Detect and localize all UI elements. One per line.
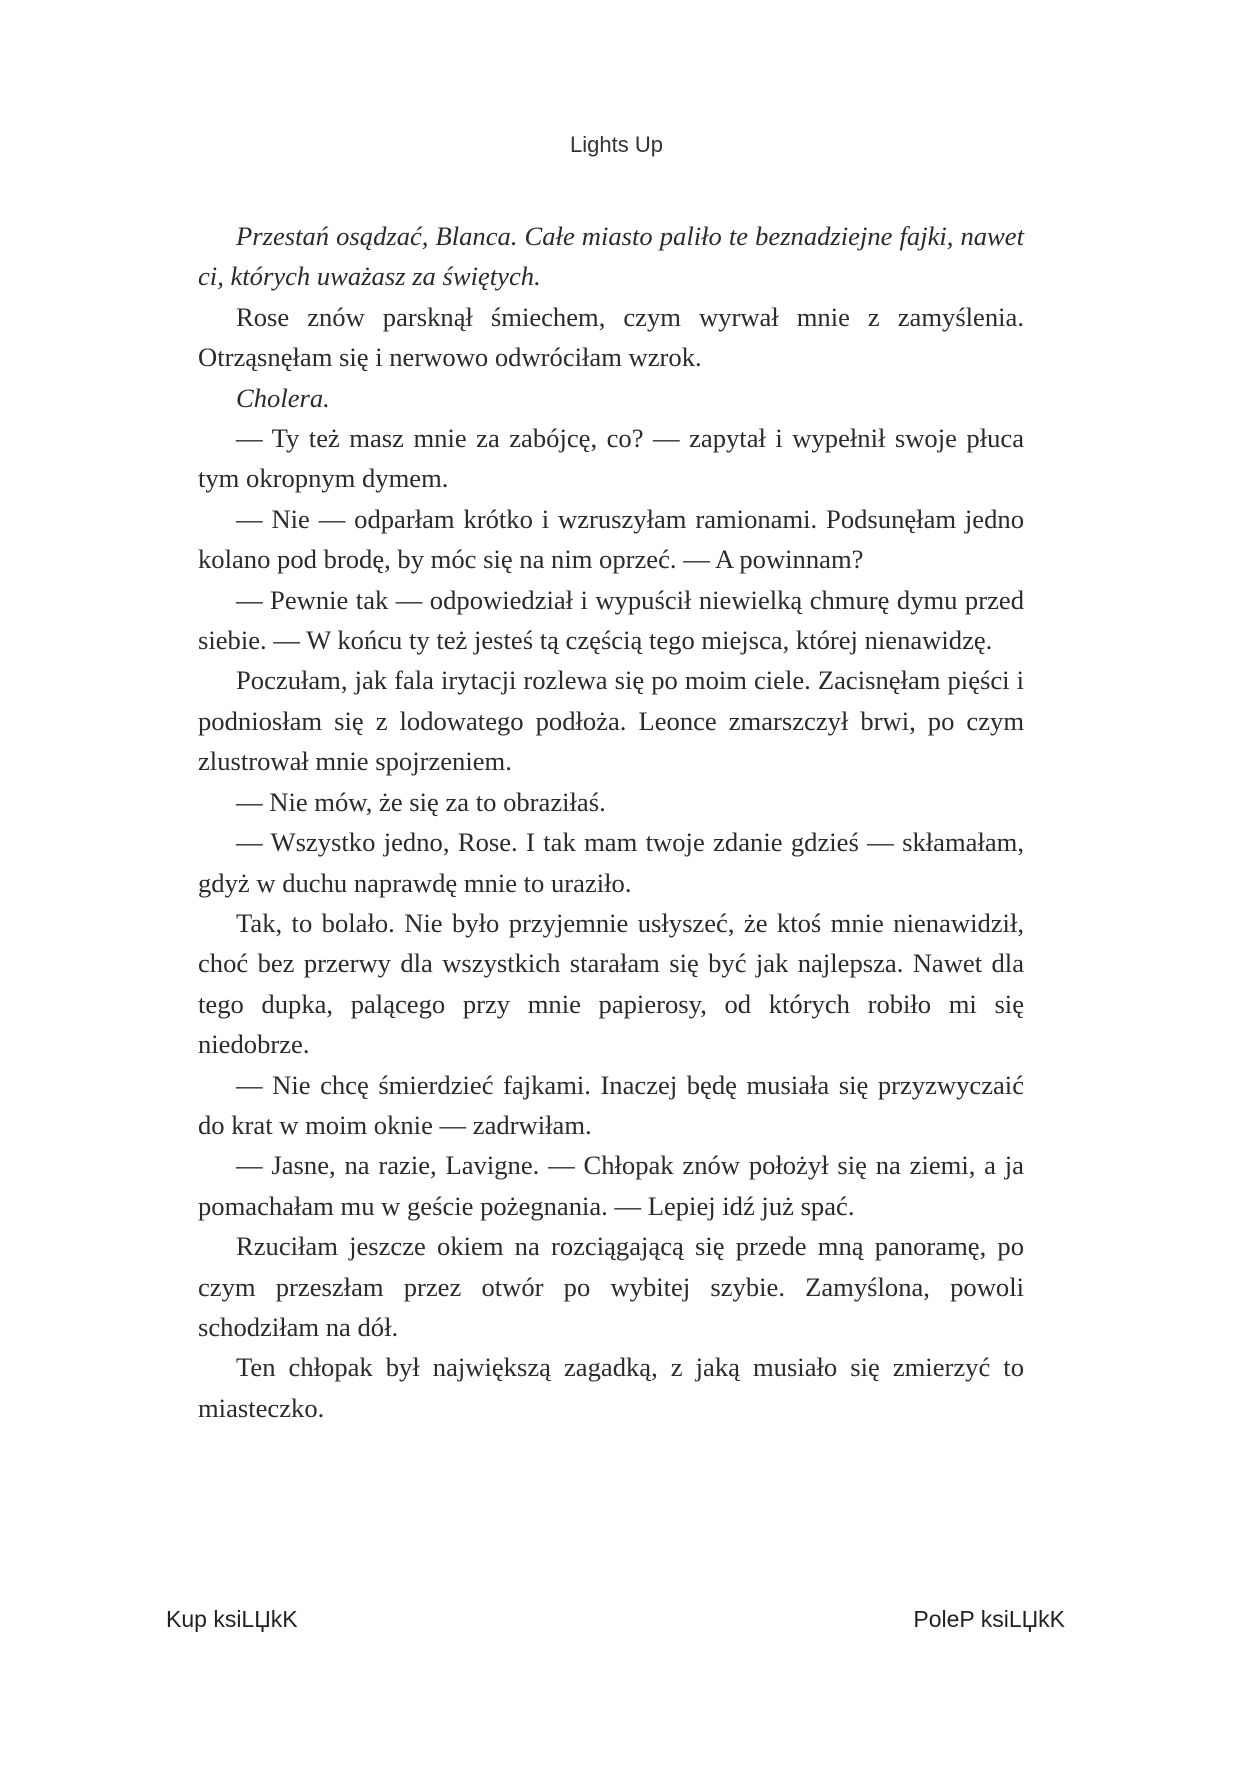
- paragraph: — Nie chcę śmierdzieć fajkami. Inaczej będę musiała się przyzwyczaić do krat w moim oknie — zadrwiłam.: [198, 1069, 1024, 1140]
- paragraph: Przestań osądzać, Blanca. Całe miasto paliło te beznadziejne fajki, nawet ci, których uważasz za świętych.: [198, 221, 1024, 292]
- page-body-text: [198, 216, 1024, 1428]
- paragraph: Cholera.: [236, 382, 330, 413]
- running-header: Lights Up: [570, 132, 663, 157]
- paragraph: Ten chłopak był największą zagadką, z jaką musiało się zmierzyć to miasteczko.: [198, 1352, 1024, 1423]
- paragraph: Tak, to bolało. Nie było przyjemnie usłyszeć, że ktoś mnie nienawidził, choć bez przerwy dla wszystkich starałam się być jak najlepsza. Nawet dla tego dupka, palącego przy mnie papierosy, od których robiło mi się niedobrze.: [198, 907, 1024, 1060]
- paragraph: — Nie — odparłam krótko i wzruszyłam ramionami. Podsunęłam jedno kolano pod brodę, by móc się na nim oprzeć. — A powinnam?: [198, 503, 1024, 575]
- paragraph: Poczułam, jak fala irytacji rozlewa się po moim ciele. Zacisnęłam pięści i podniosłam się z lodowatego podłoża. Leonce zmarszczył brwi, po czym zlustrował mnie spojrzeniem.: [198, 665, 1024, 777]
- paragraph: — Ty też masz mnie za zabójcę, co? — zapytał i wypełnił swoje płuca tym okropnym dymem.: [198, 423, 1024, 494]
- paragraph: Rose znów parsknął śmiechem, czym wyrwał mnie z zamyślenia. Otrząsnęłam się i nerwowo odwróciłam wzrok.: [198, 301, 1024, 373]
- paragraph: — Wszystko jedno, Rose. I tak mam twoje zdanie gdzieś — skłamałam, gdyż w duchu naprawdę mnie to uraziło.: [198, 827, 1024, 898]
- paragraph: — Nie mów, że się za to obraziłaś.: [236, 786, 606, 817]
- buy-book-link[interactable]: Kup ksiLЏkK: [166, 1606, 298, 1632]
- paragraph: — Pewnie tak — odpowiedział i wypuścił niewielką chmurę dymu przed siebie. — W końcu ty też jesteś tą częścią tego miejsca, której nienawidzę.: [198, 584, 1024, 656]
- paragraph: Rzuciłam jeszcze okiem na rozciągającą się przede mną panoramę, po czym przeszłam przez otwór po wybitej szybie. Zamyślona, powoli schodziłam na dół.: [198, 1231, 1024, 1342]
- paragraph: — Jasne, na razie, Lavigne. — Chłopak znów położył się na ziemi, a ja pomachałam mu w geście pożegnania. — Lepiej idź już spać.: [198, 1150, 1024, 1221]
- recommend-book-link[interactable]: PoleP ksiLЏkK: [913, 1606, 1065, 1632]
